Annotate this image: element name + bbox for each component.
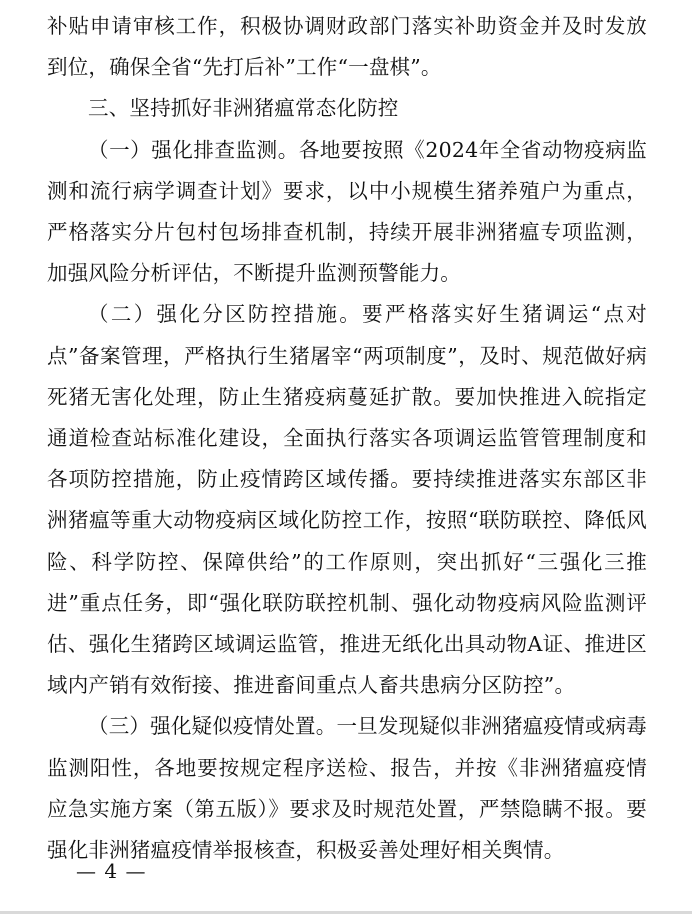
paragraph-continued: 补贴申请审核工作，积极协调财政部门落实补助资金并及时发放到位，确保全省“先打后补”工作“一盘棋”。	[47, 14, 647, 80]
paragraph-outbreak-handling: （三）强化疑似疫情处置。一旦发现疑似非洲猪瘟疫情或病毒监测阳性，各地要按规定程序送检、报告，并按《非洲猪瘟疫情应急实施方案（第五版）》要求及时规范处置，严禁隐瞒不报。要强化非洲猪瘟疫情举报核查，积极妥善处理好相关舆情。	[47, 714, 647, 863]
paragraph-surveillance: （一）强化排查监测。各地要按照《2024年全省动物疫病监测和流行病学调查计划》要求，以中小规模生猪养殖户为重点，严格落实分片包村包场排查机制，持续开展非洲猪瘟专项监测，加强风险分析评估，不断提升监测预警能力。	[47, 137, 647, 286]
paragraph-zoning-control: （二）强化分区防控措施。要严格落实好生猪调运“点对点”备案管理，严格执行生猪屠宰“两项制度”，及时、规范做好病死猪无害化处理，防止生猪疫病蔓延扩散。要加快推进入皖指定通道检查站标准化建设，全面执行落实各项调运监管管理制度和各项防控措施，防止疫情跨区域传播。要持续推进落实东部区非洲猪瘟等重大动物疫病区域化防控工作，按照“联防联控、降低风险、科学防控、保障供给”的工作原则，突出抓好“三强化三推进”重点任务，即“强化联防联控机制、强化动物疫病风险监测评估、强化生猪跨区域调运监管，推进无纸化出具动物A证、推进区域内产销有效衔接、推进畜间重点人畜共患病分区防控”。	[47, 302, 647, 698]
page-number: — 4 —	[76, 859, 147, 883]
body-text	[47, 6, 647, 871]
section-heading: 三、坚持抓好非洲猪瘟常态化防控	[88, 96, 399, 121]
